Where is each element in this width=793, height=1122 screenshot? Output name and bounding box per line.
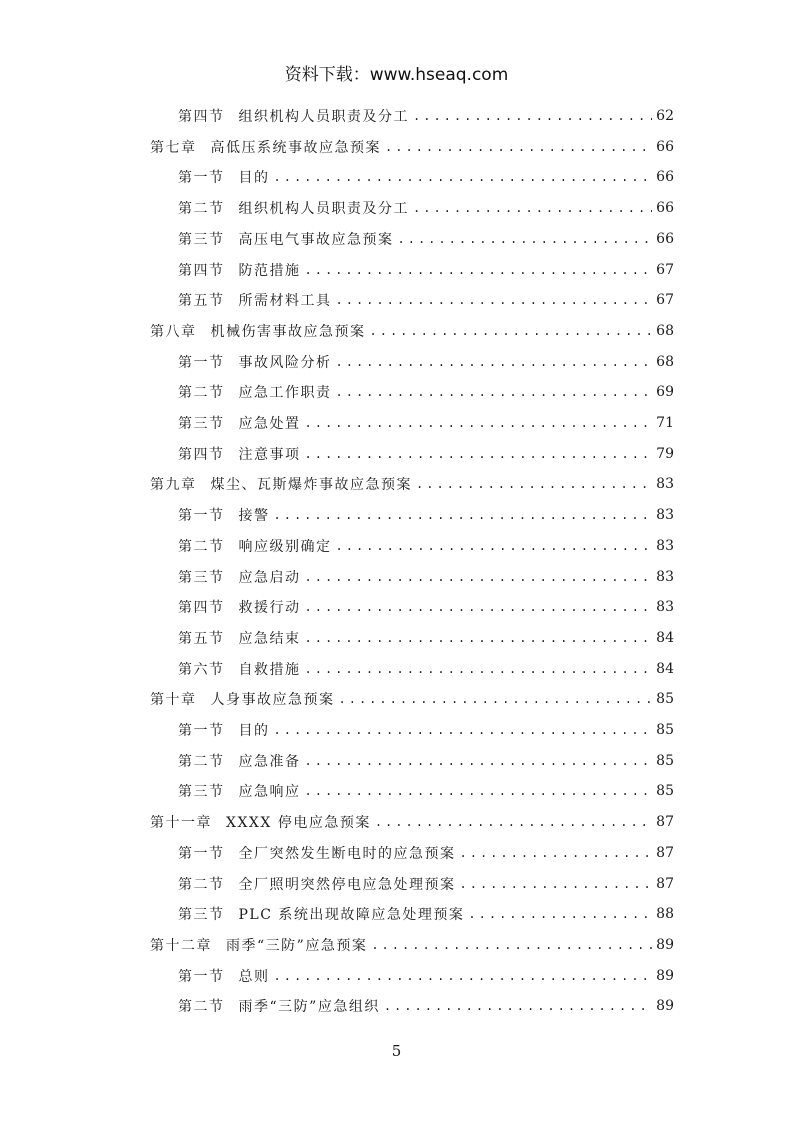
- toc-entry[interactable]: [178, 531, 674, 561]
- toc-entry-number: 第三节: [178, 231, 225, 248]
- toc-entry[interactable]: [178, 285, 674, 315]
- toc-entry[interactable]: [178, 776, 674, 806]
- toc-entry-label: [178, 229, 394, 249]
- toc-dot-leader: [416, 477, 652, 491]
- toc-entry-number: 第四节: [178, 262, 225, 279]
- toc-entry-label: [178, 444, 301, 464]
- toc-entry-label: [178, 781, 301, 801]
- toc-entry[interactable]: [178, 347, 674, 377]
- toc-entry-number: 第三节: [178, 907, 225, 924]
- toc-entry-page: 83: [656, 537, 674, 554]
- toc-entry-number: 第三节: [178, 416, 225, 432]
- toc-entry-page: 89: [656, 936, 674, 953]
- toc-entry-label: [178, 413, 301, 433]
- toc-dot-leader: [385, 140, 652, 154]
- toc-entry-number: 第一节: [178, 170, 225, 187]
- toc-entry-number: 第六节: [178, 661, 225, 678]
- toc-dot-leader: [339, 692, 653, 706]
- toc-entry-title: 所需材料工具: [238, 293, 332, 310]
- toc-entry[interactable]: [178, 439, 674, 469]
- toc-entry-label: [178, 996, 380, 1016]
- toc-dot-leader: [336, 385, 653, 399]
- toc-entry-title: 防范措施: [238, 262, 301, 279]
- toc-entry-page: 67: [656, 292, 674, 309]
- toc-entry-label: [178, 167, 270, 187]
- toc-dot-leader: [305, 600, 653, 614]
- toc-entry-title: PLC 系统出现故障应急处理预案: [238, 907, 465, 924]
- toc-dot-leader: [413, 109, 652, 123]
- toc-entry-page: 66: [656, 138, 674, 155]
- toc-entry-title: 组织机构人员职责及分工: [238, 109, 409, 125]
- toc-entry-number: 第二节: [178, 385, 225, 402]
- toc-dot-leader: [274, 969, 653, 983]
- toc-entry-label: [178, 382, 332, 402]
- toc-entry-label: [178, 966, 270, 986]
- toc-entry[interactable]: [178, 162, 674, 192]
- toc-dot-leader: [370, 324, 653, 338]
- toc-entry[interactable]: [178, 961, 674, 991]
- page-header: 资料下载：www.hseaq.com: [284, 65, 509, 85]
- toc-entry-label: [178, 505, 270, 525]
- toc-entry-title: 雨季“三防”应急预案: [226, 937, 368, 954]
- toc-entry[interactable]: [178, 991, 674, 1021]
- toc-dot-leader: [371, 938, 652, 952]
- toc-entry-number: 第十章: [150, 692, 197, 709]
- toc-entry-title: 全厂照明突然停电应急处理预案: [238, 876, 456, 893]
- toc-entry-number: 第四节: [178, 446, 225, 463]
- toc-entry[interactable]: [178, 408, 674, 438]
- toc-entry-title: 接警: [238, 508, 270, 525]
- toc-entry-page: 79: [656, 445, 674, 462]
- toc-dot-leader: [305, 570, 653, 584]
- toc-dot-leader: [460, 846, 653, 860]
- toc-entry[interactable]: [178, 746, 674, 776]
- toc-entry-title: 机械伤害事故应急预案: [210, 323, 366, 340]
- toc-entry[interactable]: [178, 838, 674, 868]
- toc-entry-label: [150, 474, 412, 494]
- toc-entry-label: [178, 290, 332, 310]
- toc-entry-title: 总则: [238, 968, 270, 985]
- toc-entry-page: 83: [656, 599, 674, 616]
- toc-entry-page: 88: [656, 906, 674, 923]
- toc-entry[interactable]: [150, 316, 674, 346]
- toc-entry-label: [178, 352, 332, 372]
- toc-entry-title: 自救措施: [238, 661, 301, 678]
- toc-dot-leader: [398, 232, 653, 246]
- toc-entry-number: 第五节: [178, 293, 225, 310]
- toc-entry-label: [150, 689, 335, 709]
- toc-entry-title: 煤尘、瓦斯爆炸事故应急预案: [210, 477, 412, 494]
- toc-entry[interactable]: [178, 562, 674, 592]
- toc-entry-number: 第四节: [178, 600, 225, 617]
- toc-dot-leader: [336, 539, 653, 553]
- toc-entry-label: [178, 106, 409, 126]
- toc-entry-number: 第二节: [178, 201, 225, 218]
- toc-entry-number: 第一节: [178, 508, 225, 525]
- toc-entry-number: 第二节: [178, 876, 225, 893]
- toc-entry-label: [178, 659, 301, 679]
- toc-entry-page: 85: [656, 691, 674, 708]
- toc-dot-leader: [468, 907, 652, 921]
- toc-entry[interactable]: [178, 500, 674, 530]
- toc-entry-title: 应急启动: [238, 569, 301, 586]
- toc-entry[interactable]: [150, 469, 674, 499]
- toc-entry-title: 应急处置: [238, 416, 301, 432]
- toc-entry-label: [178, 597, 301, 617]
- toc-entry-title: 目的: [238, 170, 270, 187]
- toc-dot-leader: [274, 723, 653, 737]
- toc-entry-number: 第九章: [150, 477, 197, 494]
- toc-entry-number: 第五节: [178, 630, 225, 647]
- toc-entry-title: 响应级别确定: [238, 538, 332, 555]
- toc-dot-leader: [384, 999, 652, 1013]
- toc-entry-label: [178, 628, 301, 648]
- toc-entry-page: 85: [656, 783, 674, 800]
- toc-entry-number: 第一节: [178, 968, 225, 985]
- toc-entry-title: 组织机构人员职责及分工: [238, 201, 409, 218]
- toc-entry-number: 第二节: [178, 999, 225, 1016]
- toc-entry-label: [150, 812, 371, 832]
- toc-entry-page: 87: [656, 875, 674, 892]
- page-number: 5: [391, 1042, 402, 1060]
- toc-entry-page: 83: [656, 568, 674, 585]
- toc-entry[interactable]: [178, 193, 674, 223]
- toc-entry-label: [150, 935, 367, 955]
- toc-dot-leader: [375, 815, 652, 829]
- toc-entry-page: 85: [656, 752, 674, 769]
- toc-entry-title: XXXX 停电应急预案: [226, 815, 371, 832]
- toc-entry-page: 84: [656, 660, 674, 677]
- toc-entry-title: 应急工作职责: [238, 385, 332, 402]
- toc-entry-page: 85: [656, 722, 674, 738]
- toc-entry[interactable]: [150, 684, 674, 714]
- toc-entry-title: 雨季“三防”应急组织: [238, 999, 380, 1016]
- toc-entry[interactable]: [178, 377, 674, 407]
- toc-entry-number: 第三节: [178, 784, 225, 801]
- toc-dot-leader: [336, 355, 653, 369]
- toc-entry-page: 67: [656, 261, 674, 278]
- toc-entry-label: [178, 751, 301, 771]
- toc-dot-leader: [305, 784, 653, 798]
- toc-entry-label: [178, 720, 270, 740]
- toc-entry-number: 第十二章: [150, 937, 212, 954]
- toc-entry-title: 应急准备: [238, 753, 301, 770]
- toc-entry-title: 高压电气事故应急预案: [238, 231, 394, 248]
- toc-entry-page: 69: [656, 384, 674, 401]
- toc-entry[interactable]: [178, 654, 674, 684]
- toc-entry-label: [178, 260, 301, 280]
- toc-entry[interactable]: [150, 807, 674, 837]
- toc-entry-label: [178, 904, 464, 924]
- toc-entry-label: [178, 567, 301, 587]
- toc-entry-page: 62: [656, 108, 674, 124]
- toc-entry-number: 第八章: [150, 323, 197, 340]
- toc-entry-page: 66: [656, 200, 674, 217]
- toc-dot-leader: [274, 508, 653, 522]
- toc-entry[interactable]: [178, 592, 674, 622]
- toc-dot-leader: [460, 877, 653, 891]
- toc-entry[interactable]: [178, 869, 674, 899]
- toc-entry-label: [178, 536, 332, 556]
- toc-dot-leader: [413, 201, 652, 215]
- toc-entry-page: 87: [656, 844, 674, 861]
- toc-entry[interactable]: [178, 224, 674, 254]
- toc-entry-page: 89: [656, 967, 674, 984]
- toc-entry-title: 应急响应: [238, 784, 301, 801]
- toc-entry[interactable]: [178, 715, 674, 745]
- toc-entry[interactable]: [178, 101, 674, 131]
- toc-entry[interactable]: [150, 132, 674, 162]
- toc-dot-leader: [305, 662, 653, 676]
- toc-entry-label: [178, 198, 409, 218]
- toc-entry[interactable]: [150, 930, 674, 960]
- toc-entry-number: 第一节: [178, 723, 225, 739]
- toc-entry-page: 68: [656, 353, 674, 370]
- toc-dot-leader: [305, 263, 653, 277]
- toc-dot-leader: [305, 754, 653, 768]
- toc-entry-title: 事故风险分析: [238, 354, 332, 371]
- toc-entry-number: 第三节: [178, 569, 225, 586]
- toc-entry-page: 87: [656, 814, 674, 831]
- toc-entry[interactable]: [178, 255, 674, 285]
- toc-entry-label: [178, 843, 456, 863]
- toc-entry-number: 第一节: [178, 354, 225, 371]
- toc-entry-page: 66: [656, 169, 674, 186]
- toc-entry-label: [178, 874, 456, 894]
- toc-entry-title: 注意事项: [238, 446, 301, 463]
- toc-entry-number: 第二节: [178, 538, 225, 555]
- toc-entry-number: 第四节: [178, 109, 225, 125]
- toc-entry-title: 救援行动: [238, 600, 301, 617]
- toc-entry-number: 第一节: [178, 845, 225, 862]
- toc-entry-number: 第十一章: [150, 815, 212, 832]
- toc-dot-leader: [305, 631, 653, 645]
- toc-entry-page: 68: [656, 322, 674, 339]
- toc-entry-title: 高低压系统事故应急预案: [210, 139, 381, 156]
- toc-dot-leader: [305, 416, 653, 430]
- toc-entry-number: 第七章: [150, 139, 197, 156]
- toc-entry-page: 83: [656, 476, 674, 493]
- toc-entry[interactable]: [178, 899, 674, 929]
- toc-entry-label: [150, 137, 381, 157]
- toc-entry[interactable]: [178, 623, 674, 653]
- toc-entry-page: 66: [656, 230, 674, 247]
- toc-entry-page: 71: [656, 415, 674, 431]
- toc-entry-page: 83: [656, 507, 674, 524]
- toc-entry-page: 89: [656, 998, 674, 1015]
- toc-entry-label: [150, 321, 366, 341]
- toc-entry-title: 人身事故应急预案: [210, 692, 335, 709]
- toc-dot-leader: [305, 447, 653, 461]
- toc-dot-leader: [274, 170, 653, 184]
- toc-entry-title: 全厂突然发生断电时的应急预案: [238, 845, 456, 862]
- toc-entry-number: 第二节: [178, 753, 225, 770]
- toc-entry-title: 应急结束: [238, 630, 301, 647]
- toc-dot-leader: [336, 293, 653, 307]
- toc-entry-page: 84: [656, 629, 674, 646]
- toc-entry-title: 目的: [238, 723, 270, 739]
